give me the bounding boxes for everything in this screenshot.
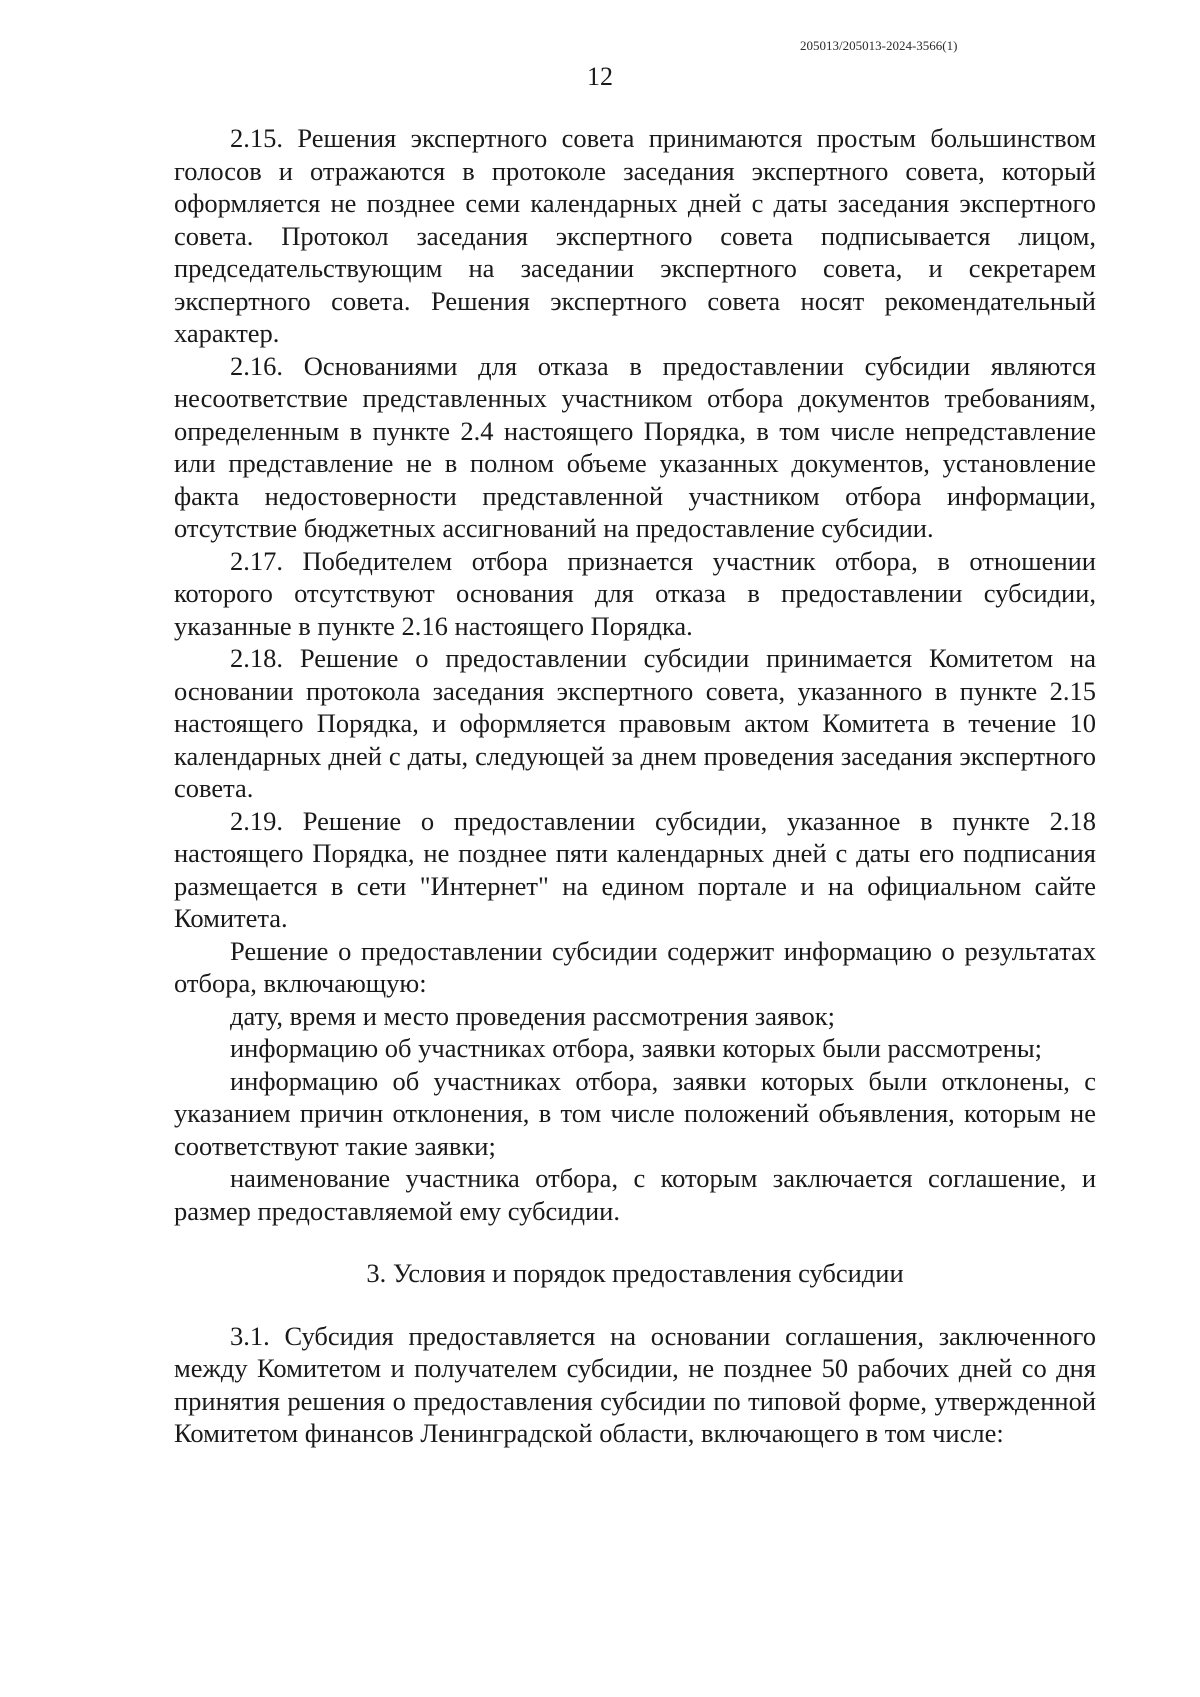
document-id: 205013/205013-2024-3566(1) (800, 38, 958, 53)
paragraph-3-1: 3.1. Субсидия предоставляется на основании соглашения, заключенного между Комитетом и получателем субсидии, не позднее 50 рабочих дней со дня принятия решения о предоставления субсидии по типовой форме, утвержденной Комитетом финансов Ленинградской области, включающего в том числе: (174, 1320, 1096, 1448)
paragraph-2-19: 2.19. Решение о предоставлении субсидии, указанное в пункте 2.18 настоящего Порядка, не позднее пяти календарных дней с даты его подписания размещается в сети "Интернет" на едином портале и на официальном сайте Комитета. (174, 805, 1096, 933)
list-item-rejected: информацию об участниках отбора, заявки которых были отклонены, с указанием причин отклонения, в том числе положений объявления, которым не соответствуют такие заявки; (174, 1065, 1096, 1161)
paragraph-2-17: 2.17. Победителем отбора признается участник отбора, в отношении которого отсутствуют основания для отказа в предоставлении субсидии, указанные в пункте 2.16 настоящего Порядка. (174, 545, 1096, 641)
list-item-date: дату, время и место проведения рассмотрения заявок; (230, 1000, 836, 1031)
paragraph-2-18: 2.18. Решение о предоставлении субсидии принимается Комитетом на основании протокола заседания экспертного совета, указанного в пункте 2.15 настоящего Порядка, и оформляется правовым актом Комитета в течение 10 календарных дней с даты, следующей за днем проведения заседания экспертного совета. (174, 643, 1096, 803)
list-item-reviewed: информацию об участниках отбора, заявки которых были рассмотрены; (230, 1033, 1043, 1063)
section-heading: 3. Условия и порядок предоставления субсидии (366, 1258, 904, 1288)
paragraph-2-15: 2.15. Решения экспертного совета принимаются простым большинством голосов и отражаются в протоколе заседания экспертного совета, который оформляется не позднее семи календарных дней с даты заседания экспертного совета. Протокол заседания экспертного совета подписывается лицом, председательствующим на заседании экспертного совета, и секретарем экспертного совета. Решения экспертного совета носят рекомендательный характер. (174, 123, 1096, 348)
paragraph-decision-content: Решение о предоставлении субсидии содержит информацию о результатах отбора, включающую: (174, 935, 1096, 998)
paragraph-2-16: 2.16. Основаниями для отказа в предоставлении субсидии являются несоответствие представленных участником отбора документов требованиям, определенным в пункте 2.4 настоящего Порядка, в том числе непредставление или представление не в полном объеме указанных документов, установление факта недостоверности представленной участником отбора информации, отсутствие бюджетных ассигнований на предоставление субсидии. (174, 350, 1096, 543)
document-body (174, 122, 1096, 1450)
list-item-winner: наименование участника отбора, с которым заключается соглашение, и размер предоставляемой ему субсидии. (174, 1163, 1096, 1226)
page-number: 12 (587, 62, 613, 91)
